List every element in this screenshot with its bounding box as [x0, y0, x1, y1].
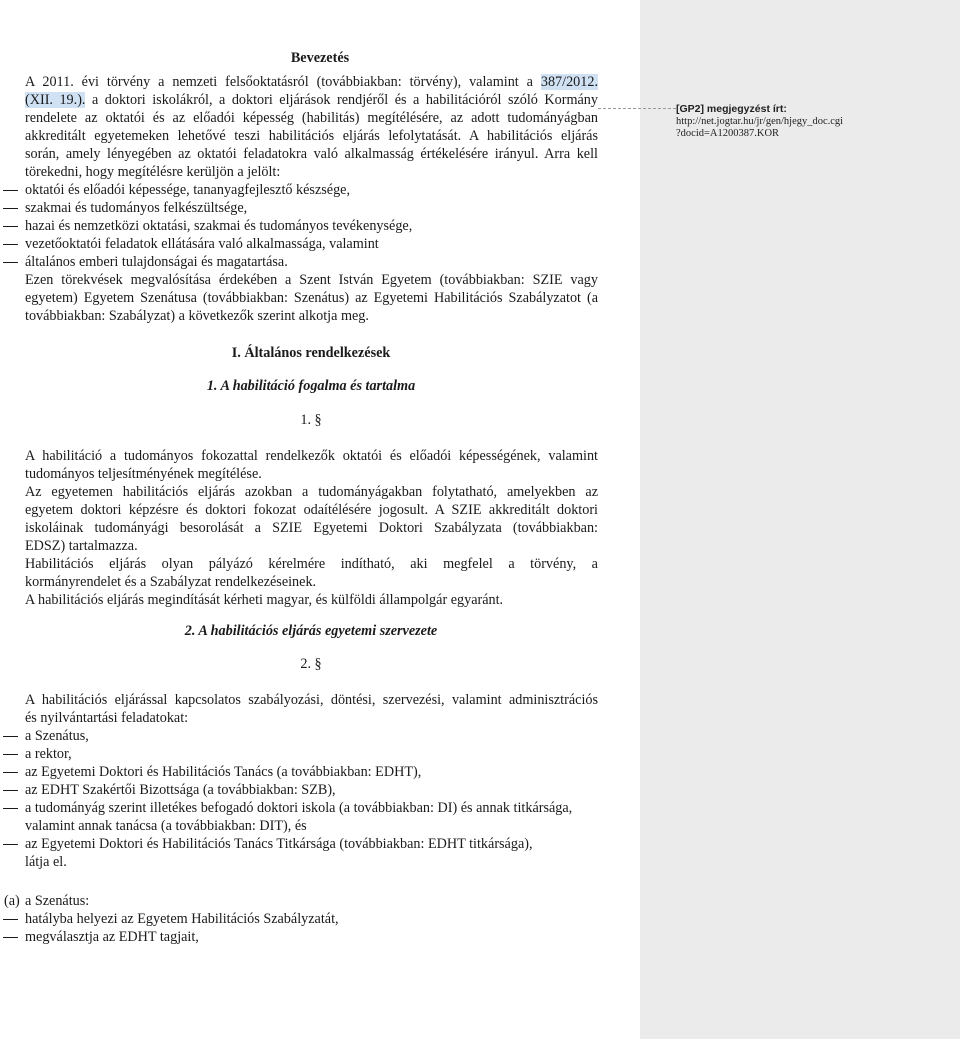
list-item: a Szenátus, — [25, 728, 89, 744]
list-item: általános emberi tulajdonságai és magatartása. — [25, 254, 288, 270]
part-title: I. Általános rendelkezések — [231, 345, 391, 361]
section-text-line: A habilitáció a tudományos fokozattal rendelkezők oktatói és előadói képességének, valamint — [25, 448, 598, 464]
section-text-line: Az egyetemen habilitációs eljárás azokban a tudományágakban folytatható, amelyekben az — [25, 484, 598, 500]
goal-line: egyetem) Egyetem Szenátusa (továbbiakban: Szenátus) az Egyetemi Habilitációs Szabályzatot (a — [25, 290, 598, 306]
list-dash — [3, 217, 23, 235]
list-dash — [3, 199, 23, 217]
list-dash — [3, 727, 23, 745]
sub-title: a Szenátus: — [25, 893, 90, 909]
list-dash — [3, 781, 23, 799]
comment-anchor[interactable]: 387/2012. — [540, 74, 598, 90]
list-item: a rektor, — [25, 746, 72, 762]
section-text-line: tudományos teljesítményének megítélése. — [25, 466, 262, 482]
comment-text: ?docid=A1200387.KOR — [676, 128, 780, 139]
comment-balloon[interactable] — [676, 103, 952, 140]
comment-connector — [598, 108, 676, 110]
list-item: az EDHT Szakértői Bizottsága (a továbbiakban: SZB), — [25, 782, 336, 798]
list-dash — [3, 928, 23, 946]
list-item: hazai és nemzetközi oktatási, szakmai és tudományos tevékenysége, — [25, 218, 413, 234]
intro-line — [25, 73, 598, 91]
paragraph-number: 1. § — [300, 412, 322, 428]
list-item: az Egyetemi Doktori és Habilitációs Tanács Titkársága (továbbiakban: EDHT titkársága), — [25, 836, 533, 852]
list-dash — [3, 910, 23, 928]
comment-anchor[interactable]: (XII. 19.). — [25, 92, 86, 108]
paragraph-number: 2. § — [300, 656, 322, 672]
list-item: a tudományág szerint illetékes befogadó doktori iskola (a továbbiakban: DI) és annak titkársága, — [25, 800, 573, 816]
list-dash — [3, 253, 23, 271]
list-item: oktatói és előadói képessége, tananyagfejlesztő készsége, — [25, 182, 351, 198]
list-item: vezetőoktatói feladatok ellátására való alkalmassága, valamint — [25, 236, 379, 252]
comment-author: [GP2] megjegyzést írt: — [676, 103, 787, 115]
intro-text: A 2011. évi törvény a nemzeti felsőoktatásról (továbbiakban: törvény), valamint a — [25, 74, 541, 90]
section-title: 1. A habilitáció fogalma és tartalma — [206, 378, 416, 394]
section-title: 2. A habilitációs eljárás egyetemi szervezete — [184, 623, 438, 639]
intro-line: akkreditált egyetemeken lehetővé teszi habilitációs eljárás lefolytatását. A habilitációs eljárás — [25, 128, 598, 144]
list-dash — [3, 763, 23, 781]
list-dash — [3, 235, 23, 253]
list-item-continuation: látja el. — [25, 854, 67, 870]
section-text-line: iskoláinak tudományági besorolását a SZIE Egyetemi Doktori Szabályzata (továbbiakban: — [25, 520, 598, 536]
list-item: az Egyetemi Doktori és Habilitációs Tanács (a továbbiakban: EDHT), — [25, 764, 422, 780]
comment-margin — [640, 0, 960, 1039]
intro-line: rendelete az oktatói és az előadói képesség (habilitás) megítélésére, az adott tudományágban — [25, 110, 598, 126]
list-dash — [3, 835, 23, 853]
list-item: szakmai és tudományos felkészültsége, — [25, 200, 248, 216]
list-item: megválasztja az EDHT tagjait, — [25, 929, 199, 945]
section-text-line: A habilitációs eljárással kapcsolatos szabályozási, döntési, szervezési, valamint adminisztrációs — [25, 692, 598, 708]
intro-line: során, amely lényegében az oktatói feladatokra való alkalmasság értékelésére irányul. Arra kell — [25, 146, 598, 162]
list-dash — [3, 181, 23, 199]
section-text-line: és nyilvántartási feladatokat: — [25, 710, 189, 726]
section-text-line: egyetem doktori képzésre és doktori fokozat odaítélésére jogosult. A SZIE akkreditált doktori — [25, 502, 598, 518]
list-dash — [3, 799, 23, 817]
section-text-line: kormányrendelet és a Szabályzat rendelkezéseinek. — [25, 574, 317, 590]
section-text-line: Habilitációs eljárás olyan pályázó kérelmére indítható, aki megfelel a törvény, a — [25, 556, 598, 572]
goal-line: továbbiakban: Szabályzat) a következők szerint alkotja meg. — [25, 308, 369, 324]
intro-text: a doktori iskolákról, a doktori eljárások rendjéről és a habilitációról szóló Kormány — [85, 92, 598, 108]
comment-text: http://net.jogtar.hu/jr/gen/hjegy_doc.cgi — [676, 116, 844, 127]
list-dash — [3, 745, 23, 763]
doc-title: Bevezetés — [290, 50, 350, 66]
section-text-line: A habilitációs eljárás megindítását kérheti magyar, és külföldi állampolgár egyaránt. — [25, 592, 504, 608]
list-item-continuation: valamint annak tanácsa (a továbbiakban: DIT), és — [25, 818, 307, 834]
section-text-line: EDSZ) tartalmazza. — [25, 538, 138, 554]
sub-label: (a) — [4, 893, 20, 909]
list-item: hatályba helyezi az Egyetem Habilitációs Szabályzatát, — [25, 911, 339, 927]
goal-line: Ezen törekvések megvalósítása érdekében a Szent István Egyetem (továbbiakban: SZIE vagy — [25, 272, 598, 288]
intro-line — [25, 91, 598, 109]
intro-line: törekedni, hogy megítélésre kerüljön a jelölt: — [25, 164, 281, 180]
